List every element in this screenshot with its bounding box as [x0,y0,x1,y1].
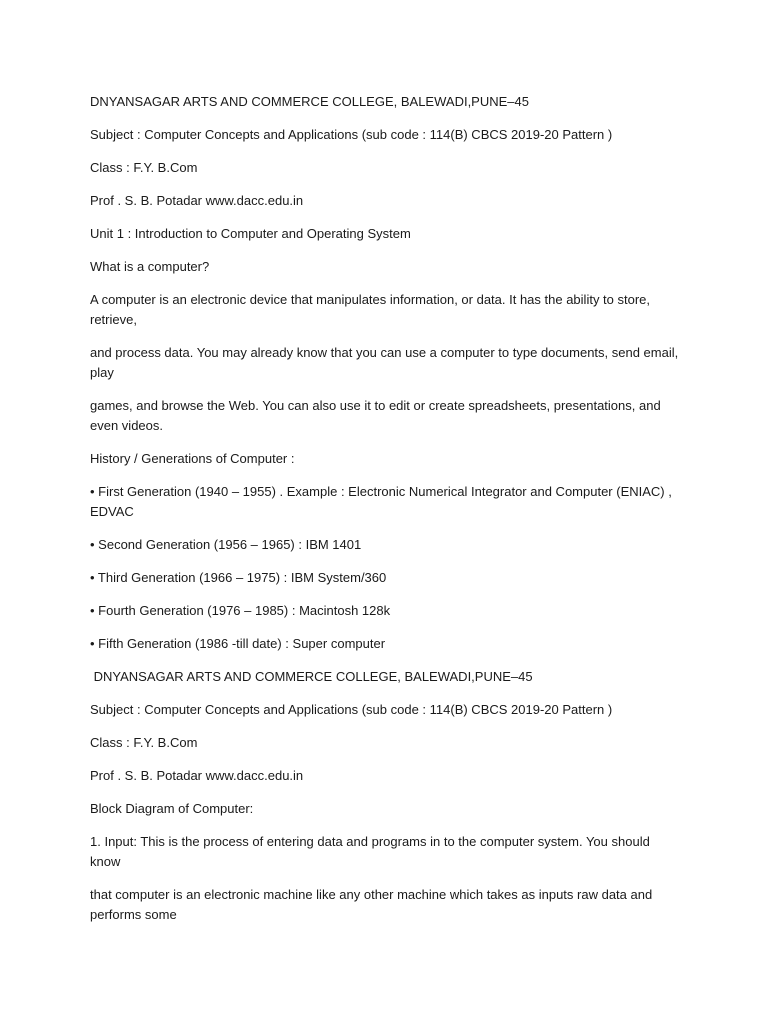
bullet-item: • Fourth Generation (1976 – 1985) : Macintosh 128k [90,603,391,618]
bullet-item: • Second Generation (1956 – 1965) : IBM 1401 [90,537,362,552]
college-header: DNYANSAGAR ARTS AND COMMERCE COLLEGE, BALEWADI,PUNE–45 [90,94,529,109]
unit-heading: Unit 1 : Introduction to Computer and Operating System [90,226,411,241]
section-heading: History / Generations of Computer : [90,451,295,466]
professor-line: Prof . S. B. Potadar www.dacc.edu.in [90,193,304,208]
body-paragraph: and process data. You may already know that you can use a computer to type documents, send email, play [90,345,679,380]
section-heading: Block Diagram of Computer: [90,801,254,816]
body-paragraph: A computer is an electronic device that manipulates information, or data. It has the ability to store, retrieve, [90,292,651,327]
section-question: What is a computer? [90,259,210,274]
college-header: DNYANSAGAR ARTS AND COMMERCE COLLEGE, BALEWADI,PUNE–45 [90,669,533,684]
bullet-item: • First Generation (1940 – 1955) . Example : Electronic Numerical Integrator and Computer (ENIAC) , EDVAC [90,484,672,519]
bullet-item: • Fifth Generation (1986 -till date) : Super computer [90,636,386,651]
class-line: Class : F.Y. B.Com [90,735,198,750]
professor-line: Prof . S. B. Potadar www.dacc.edu.in [90,768,304,783]
subject-line: Subject : Computer Concepts and Applications (sub code : 114(B) CBCS 2019-20 Pattern ) [90,702,613,717]
bullet-item: • Third Generation (1966 – 1975) : IBM System/360 [90,570,387,585]
document-page [90,92,680,938]
subject-line: Subject : Computer Concepts and Applications (sub code : 114(B) CBCS 2019-20 Pattern ) [90,127,613,142]
class-line: Class : F.Y. B.Com [90,160,198,175]
body-paragraph: 1. Input: This is the process of entering data and programs in to the computer system. You should know [90,834,650,869]
body-paragraph: games, and browse the Web. You can also use it to edit or create spreadsheets, presentations, and even videos. [90,398,661,433]
body-paragraph: that computer is an electronic machine like any other machine which takes as inputs raw data and performs some [90,887,653,922]
